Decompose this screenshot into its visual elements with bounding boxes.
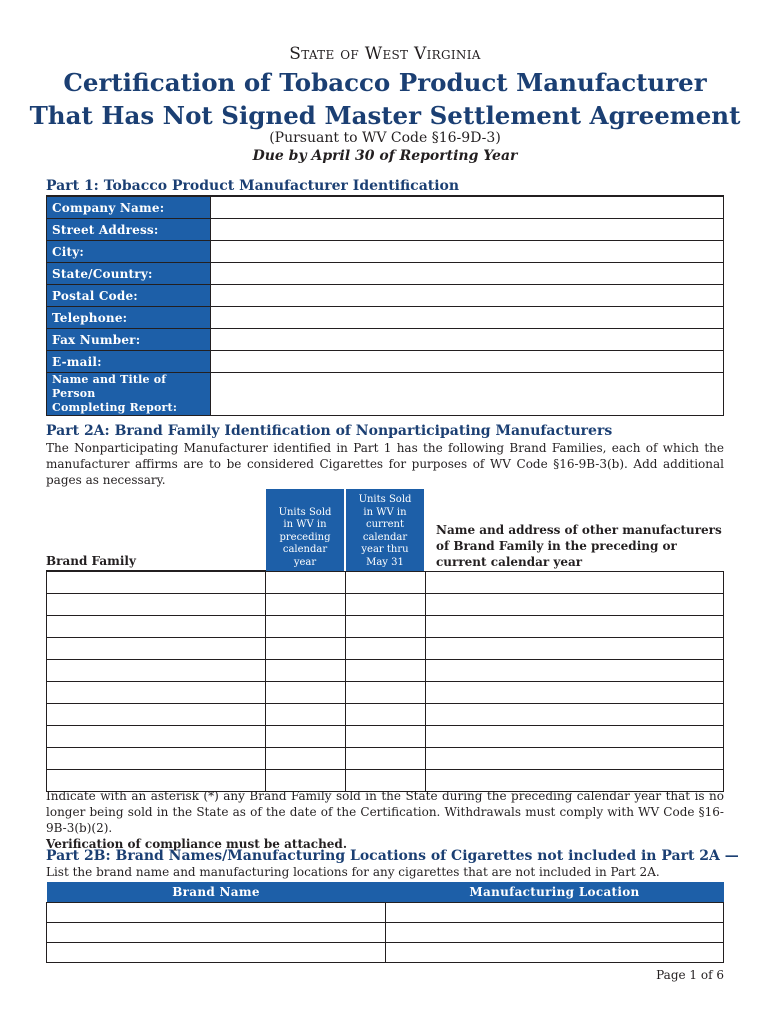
units-current-cell[interactable]: [346, 682, 426, 704]
id-row: [47, 241, 724, 263]
table-row: [47, 726, 724, 748]
brand-family-cell[interactable]: [47, 660, 266, 682]
table-row: [47, 943, 724, 963]
form-title-line-1: Certification of Tobacco Product Manufacturer: [63, 68, 707, 97]
units-current-cell[interactable]: [346, 660, 426, 682]
other-manufacturer-cell[interactable]: [426, 748, 724, 770]
id-field-label: Company Name:: [47, 197, 211, 219]
units-prev-year-header: [266, 489, 344, 571]
id-field-input[interactable]: [211, 263, 724, 285]
id-field-label: Postal Code:: [47, 285, 211, 307]
person-title-label-line-1: Name and Title of Person: [52, 373, 167, 400]
brand-name-header: Brand Name: [47, 882, 386, 903]
brand-family-cell[interactable]: [47, 704, 266, 726]
id-row: [47, 219, 724, 241]
form-title: [0, 66, 770, 132]
manufacturer-id-table: [46, 196, 724, 416]
table-row: [47, 638, 724, 660]
part2b-heading-text: Part 2B: Brand Names/Manufacturing Locations of Cigarettes not included in Part 2A: [46, 848, 720, 864]
id-field-input[interactable]: [211, 241, 724, 263]
id-row: [47, 329, 724, 351]
units-prev-cell[interactable]: [266, 616, 346, 638]
header-line: calendar: [362, 531, 408, 543]
units-prev-cell[interactable]: [266, 638, 346, 660]
person-title-label: [47, 373, 211, 416]
brand-family-table: [46, 571, 724, 792]
table-row: [47, 572, 724, 594]
units-current-year-header: [346, 489, 424, 571]
other-manufacturer-cell[interactable]: [426, 638, 724, 660]
part2a-heading: Part 2A: Brand Family Identification of Nonparticipating Manufacturers: [46, 423, 613, 439]
person-title-label-line-2: Completing Report:: [52, 401, 178, 414]
id-row: [47, 285, 724, 307]
id-field-label: Fax Number:: [47, 329, 211, 351]
brand-family-cell[interactable]: [47, 616, 266, 638]
brand-family-cell[interactable]: [47, 594, 266, 616]
table-row: [47, 903, 724, 923]
id-row: [47, 263, 724, 285]
table-row: [47, 704, 724, 726]
manufacturing-location-cell[interactable]: [386, 943, 724, 963]
part2b-intro: List the brand name and manufacturing locations for any cigarettes that are not included in Part 2A.: [46, 865, 660, 879]
table-row: [47, 616, 724, 638]
units-current-cell[interactable]: [346, 638, 426, 660]
header-line: current: [366, 519, 404, 530]
id-field-label: State/Country:: [47, 263, 211, 285]
header-line: in WV in: [363, 506, 407, 518]
brand-name-cell[interactable]: [47, 943, 386, 963]
units-current-cell[interactable]: [346, 726, 426, 748]
id-row: [47, 373, 724, 416]
units-prev-cell[interactable]: [266, 682, 346, 704]
other-manufacturer-cell[interactable]: [426, 616, 724, 638]
table-row: [47, 660, 724, 682]
part2a-intro: The Nonparticipating Manufacturer identified in Part 1 has the following Brand Families, each of which the manufacturer affirms are to be considered Cigarettes for purposes of WV Code §16-9B-3(b). Add additional pages as necessary.: [46, 441, 724, 487]
brand-name-cell[interactable]: [47, 903, 386, 923]
units-current-cell[interactable]: [346, 704, 426, 726]
page-number: Page 1 of 6: [656, 968, 724, 982]
brand-family-cell[interactable]: [47, 572, 266, 594]
table-row: [47, 923, 724, 943]
units-current-cell[interactable]: [346, 616, 426, 638]
header-line: year: [293, 556, 317, 568]
units-prev-cell[interactable]: [266, 594, 346, 616]
header-line: Units Sold: [358, 494, 412, 505]
units-prev-cell[interactable]: [266, 726, 346, 748]
header-line: Units Sold: [278, 506, 332, 518]
other-manufacturer-cell[interactable]: [426, 594, 724, 616]
id-field-input[interactable]: [211, 197, 724, 219]
brand-family-cell[interactable]: [47, 726, 266, 748]
other-manufacturer-cell[interactable]: [426, 660, 724, 682]
header-line: preceding: [279, 531, 331, 543]
table-row: [47, 748, 724, 770]
units-prev-cell[interactable]: [266, 572, 346, 594]
id-field-label: E-mail:: [47, 351, 211, 373]
units-current-cell[interactable]: [346, 748, 426, 770]
pursuant-note: (Pursuant to WV Code §16-9D-3): [269, 130, 501, 146]
withdrawal-note: [46, 788, 724, 852]
id-field-input[interactable]: [211, 329, 724, 351]
brand-name-cell[interactable]: [47, 923, 386, 943]
brand-family-cell[interactable]: [47, 748, 266, 770]
brand-family-cell[interactable]: [47, 682, 266, 704]
id-field-input[interactable]: [211, 285, 724, 307]
units-prev-cell[interactable]: [266, 748, 346, 770]
units-prev-cell[interactable]: [266, 660, 346, 682]
header-line: in WV in: [283, 519, 327, 530]
other-manufacturer-cell[interactable]: [426, 682, 724, 704]
other-manufacturer-cell[interactable]: [426, 726, 724, 748]
withdrawal-note-text: Indicate with an asterisk (*) any Brand Family sold in the State during the preceding calendar year that is no longer being sold in the State as of the date of the Certification. Withdrawals must comply with WV Code §16-9B-3(b)(2).: [46, 789, 724, 835]
id-field-input[interactable]: [211, 307, 724, 329]
id-field-label: Telephone:: [47, 307, 211, 329]
id-field-input[interactable]: [211, 351, 724, 373]
part2b-heading: [46, 848, 739, 864]
brand-family-header: Brand Family: [46, 554, 136, 568]
id-field-label: City:: [47, 241, 211, 263]
header-line: calendar: [282, 544, 328, 555]
id-row: [47, 307, 724, 329]
manufacturing-location-header: Manufacturing Location: [386, 882, 724, 903]
part2b-heading-dash: —: [724, 848, 739, 864]
table-row: [47, 594, 724, 616]
units-prev-cell[interactable]: [266, 704, 346, 726]
form-title-line-2: That Has Not Signed Master Settlement Agreement: [29, 101, 741, 130]
id-field-input[interactable]: [211, 219, 724, 241]
brand-family-cell[interactable]: [47, 638, 266, 660]
state-heading: State of West Virginia: [289, 44, 481, 64]
due-date-note: Due by April 30 of Reporting Year: [252, 148, 518, 164]
table-row: [47, 682, 724, 704]
part1-heading: Part 1: Tobacco Product Manufacturer Identification: [46, 178, 460, 194]
header-line: May 31: [366, 556, 404, 568]
other-manufacturer-cell[interactable]: [426, 704, 724, 726]
manufacturing-location-cell[interactable]: [386, 903, 724, 923]
other-manufacturer-cell[interactable]: [426, 572, 724, 594]
verification-note: Verification of compliance must be attached.: [46, 837, 347, 851]
id-row: [47, 197, 724, 219]
person-title-input[interactable]: [211, 373, 724, 416]
id-field-label: Street Address:: [47, 219, 211, 241]
units-current-cell[interactable]: [346, 572, 426, 594]
id-row: [47, 351, 724, 373]
manufacturing-location-cell[interactable]: [386, 923, 724, 943]
other-manufacturers-header: Name and address of other manufacturers of Brand Family in the preceding or current calendar year: [436, 523, 722, 569]
header-line: year thru: [361, 544, 409, 555]
units-current-cell[interactable]: [346, 594, 426, 616]
brand-location-table: [46, 882, 724, 963]
